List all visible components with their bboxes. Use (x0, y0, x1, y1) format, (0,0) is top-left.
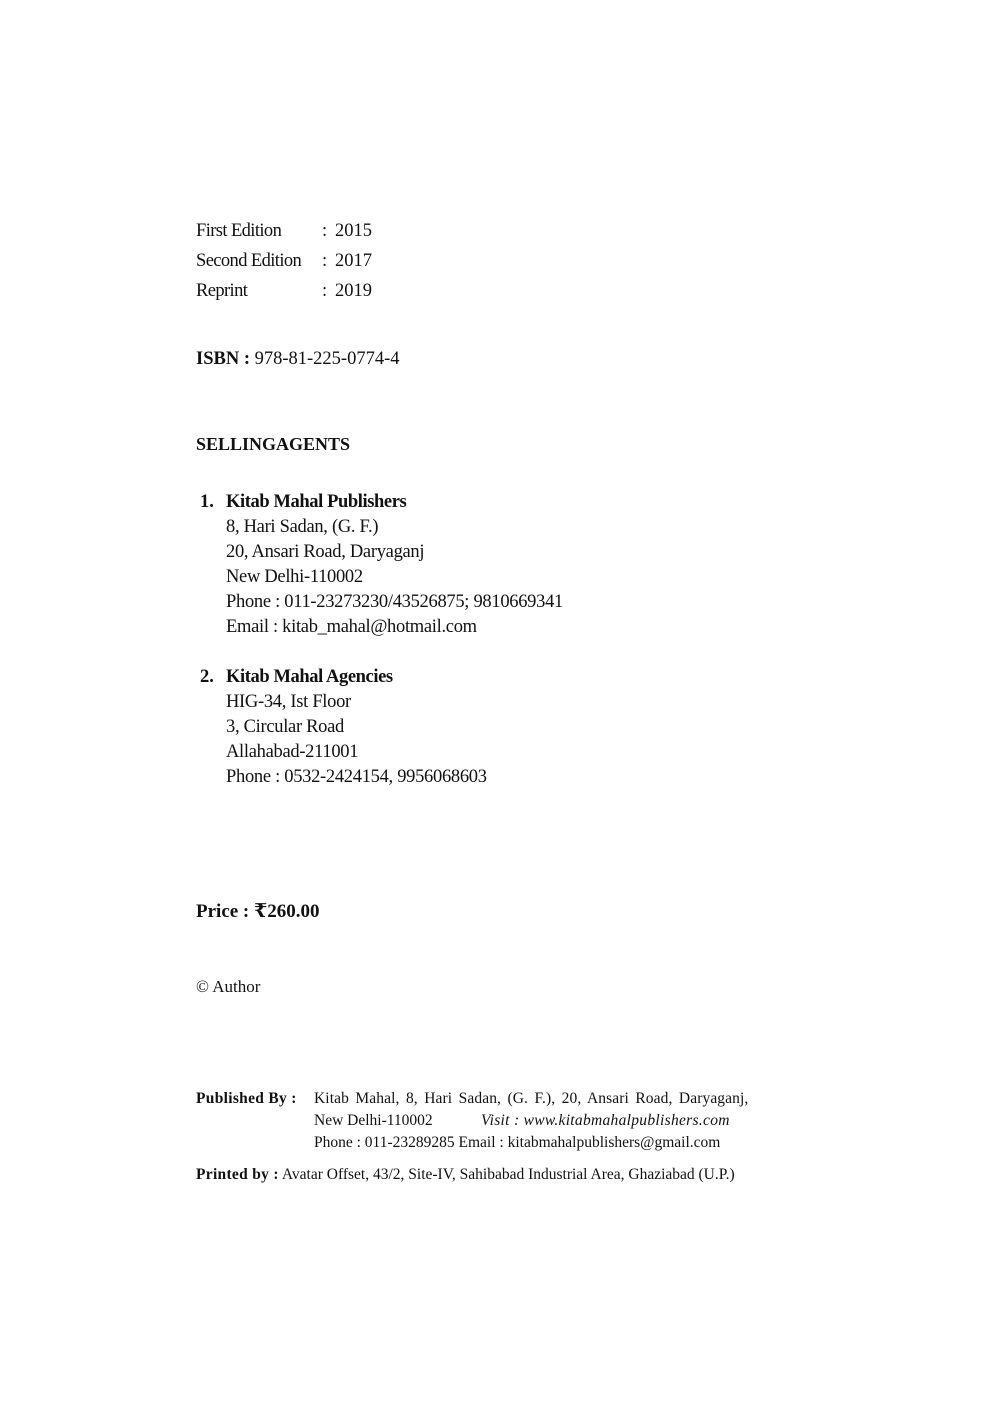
agent-address-line: New Delhi-110002 (226, 567, 363, 587)
agent-entry (196, 490, 696, 650)
published-by-city: New Delhi-110002 (314, 1112, 433, 1129)
isbn (196, 348, 400, 370)
agent-phone: Phone : 0532-2424154, 9956068603 (226, 767, 487, 787)
published-by-address: Kitab Mahal, 8, Hari Sadan, (G. F.), 20, Ansari Road, Daryaganj, (314, 1090, 749, 1107)
publisher-website: Visit : www.kitabmahalpublishers.com (481, 1112, 730, 1129)
edition-year: 2017 (335, 251, 372, 271)
agent-address-line: 20, Ansari Road, Daryaganj (226, 542, 425, 562)
agent-name: Kitab Mahal Publishers (226, 492, 407, 512)
agent-number: 1. (200, 492, 214, 512)
published-by-label: Published By : (196, 1090, 297, 1107)
agent-name: Kitab Mahal Agencies (226, 667, 393, 687)
edition-separator: : (322, 251, 327, 271)
published-by-contact: Phone : 011-23289285 Email : kitabmahalpublishers@gmail.com (314, 1134, 721, 1151)
agent-address-line: 3, Circular Road (226, 717, 344, 737)
agent-body (226, 490, 563, 640)
agent-entry (196, 665, 696, 795)
isbn-value: 978-81-225-0774-4 (254, 349, 400, 369)
price-label: Price : (196, 901, 250, 922)
edition-label: Reprint (196, 281, 248, 301)
price-value: ₹260.00 (254, 901, 320, 922)
copyright: © Author (196, 977, 261, 996)
isbn-label: ISBN : (196, 349, 250, 369)
edition-separator: : (322, 281, 327, 301)
agent-address-line: HIG-34, Ist Floor (226, 692, 351, 712)
agent-email: Email : kitab_mahal@hotmail.com (226, 617, 477, 637)
agent-address-line: Allahabad-211001 (226, 742, 359, 762)
agent-address-line: 8, Hari Sadan, (G. F.) (226, 517, 379, 537)
edition-row (196, 250, 496, 272)
agent-phone: Phone : 011-23273230/43526875; 9810669341 (226, 592, 563, 612)
edition-label: Second Edition (196, 251, 302, 271)
printed-by (196, 1164, 735, 1186)
edition-row (196, 220, 496, 242)
edition-year: 2019 (335, 281, 372, 301)
selling-agents-heading: SELLINGAGENTS (196, 434, 351, 454)
printed-by-label: Printed by : (196, 1166, 279, 1183)
edition-row (196, 280, 496, 302)
edition-label: First Edition (196, 221, 282, 241)
edition-separator: : (322, 221, 327, 241)
published-by (196, 1088, 806, 1158)
agent-body (226, 665, 487, 790)
price (196, 901, 320, 923)
edition-year: 2015 (335, 221, 372, 241)
agent-number: 2. (200, 667, 214, 687)
printed-by-text: Avatar Offset, 43/2, Site-IV, Sahibabad Industrial Area, Ghaziabad (U.P.) (281, 1166, 735, 1183)
